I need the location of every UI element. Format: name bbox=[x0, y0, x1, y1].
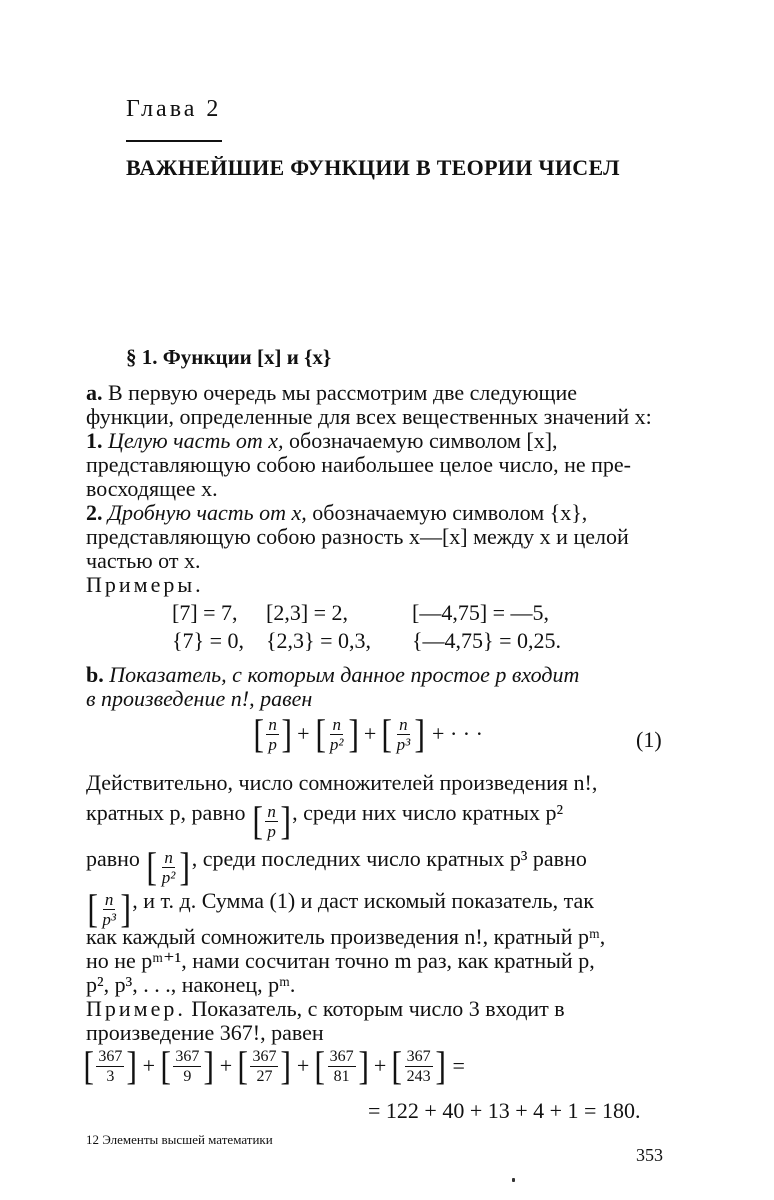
plus-sign: + bbox=[297, 721, 310, 746]
example2-line2: произведение 367!, равен bbox=[86, 1020, 324, 1045]
proof-line7: p², p³, . . ., наконец, pᵐ. bbox=[86, 972, 296, 997]
frac-num: 367 bbox=[252, 1047, 277, 1065]
item1-line3: восходящее x. bbox=[86, 476, 218, 501]
proof-l4-b: , и т. д. Сумма (1) и даст искомый показатель, так bbox=[132, 888, 594, 913]
frac-den: p² bbox=[329, 734, 344, 754]
proof-line1: Действительно, число сомножителей произведения n!, bbox=[86, 770, 598, 795]
example2-text1: Показатель, с которым число 3 входит в bbox=[191, 996, 565, 1021]
para-a-text1: В первую очередь мы рассмотрим две следующие bbox=[108, 380, 577, 405]
examples-heading: Примеры. bbox=[86, 572, 204, 597]
frac-num: 367 bbox=[406, 1047, 431, 1065]
left-bracket: [ bbox=[87, 886, 98, 931]
left-bracket: [ bbox=[252, 798, 263, 843]
item1-rest: обозначаемую символом [x], bbox=[289, 428, 558, 453]
item2-rest: обозначаемую символом {x}, bbox=[312, 500, 588, 525]
plus-sign: + bbox=[142, 1053, 156, 1078]
print-speck bbox=[512, 1178, 515, 1182]
left-bracket: [ bbox=[146, 844, 158, 889]
plus-sign: + bbox=[296, 1053, 310, 1078]
frac-num: n bbox=[104, 889, 114, 909]
proof-line4 bbox=[86, 888, 666, 929]
formula-term-1 bbox=[252, 711, 293, 756]
right-bracket: ] bbox=[120, 886, 131, 931]
frac-den: 9 bbox=[183, 1067, 192, 1085]
frac-den: 81 bbox=[333, 1067, 350, 1085]
example2-line1 bbox=[86, 996, 666, 1022]
formula-tail: + · · · bbox=[432, 721, 483, 746]
left-bracket: [ bbox=[237, 1043, 249, 1088]
example-r2c3: {—4,75} = 0,25. bbox=[412, 628, 562, 653]
formula-term-3 bbox=[380, 711, 426, 756]
inline-frac-p3 bbox=[86, 886, 132, 931]
left-bracket: [ bbox=[83, 1043, 94, 1088]
sum-term-5 bbox=[390, 1043, 447, 1088]
example2-sum bbox=[82, 1043, 465, 1088]
right-bracket: ] bbox=[126, 1043, 138, 1088]
example2-result: = 122 + 40 + 13 + 4 + 1 = 180. bbox=[368, 1098, 641, 1123]
frac-den: p bbox=[267, 821, 276, 841]
proof-l2-b: , среди них число кратных p² bbox=[292, 800, 564, 825]
sum-term-3 bbox=[236, 1043, 293, 1088]
para-a-marker: a. bbox=[86, 380, 103, 405]
proof-l3-a: равно bbox=[86, 846, 140, 871]
left-bracket: [ bbox=[391, 1043, 403, 1088]
left-bracket: [ bbox=[314, 711, 326, 756]
chapter-label: Глава 2 bbox=[126, 96, 222, 122]
example2-label: Пример. bbox=[86, 996, 186, 1021]
left-bracket: [ bbox=[253, 711, 264, 756]
left-bracket: [ bbox=[314, 1043, 326, 1088]
example-r2c2: {2,3} = 0,3, bbox=[266, 628, 372, 653]
right-bracket: ] bbox=[347, 711, 359, 756]
frac-den: 243 bbox=[406, 1067, 431, 1085]
sum-term-2 bbox=[159, 1043, 216, 1088]
inline-frac-p2 bbox=[145, 844, 191, 889]
frac-num: 367 bbox=[175, 1047, 200, 1065]
item1-line2: представляющую собою наибольшее целое число, не пре- bbox=[86, 452, 631, 477]
proof-line2 bbox=[86, 800, 666, 841]
right-bracket: ] bbox=[414, 711, 426, 756]
left-bracket: [ bbox=[381, 711, 393, 756]
item1-line1 bbox=[86, 428, 666, 454]
item2-line1 bbox=[86, 500, 666, 526]
proof-line3 bbox=[86, 846, 666, 887]
item2-term: Дробную часть от x, bbox=[108, 500, 307, 525]
frac-num: n bbox=[268, 714, 277, 734]
frac-num: n bbox=[164, 847, 173, 867]
page-number: 353 bbox=[636, 1145, 663, 1165]
right-bracket: ] bbox=[203, 1043, 215, 1088]
frac-den: p² bbox=[161, 867, 176, 887]
right-bracket: ] bbox=[280, 798, 291, 843]
proof-l2-a: кратных p, равно bbox=[86, 800, 246, 825]
example-r1c2: [2,3] = 2, bbox=[266, 600, 349, 625]
example-r1c3: [—4,75] = —5, bbox=[412, 600, 550, 625]
inline-frac-p bbox=[251, 798, 292, 843]
right-bracket: ] bbox=[179, 844, 191, 889]
right-bracket: ] bbox=[434, 1043, 446, 1088]
proof-l3-b: , среди последних число кратных p³ равно bbox=[191, 846, 587, 871]
item1-marker: 1. bbox=[86, 428, 103, 453]
formula-number: (1) bbox=[636, 727, 662, 752]
frac-den: p³ bbox=[396, 734, 411, 754]
equals-sign: = bbox=[452, 1053, 465, 1078]
right-bracket: ] bbox=[280, 1043, 292, 1088]
left-bracket: [ bbox=[160, 1043, 172, 1088]
formula-1 bbox=[252, 711, 483, 756]
frac-num: n bbox=[399, 714, 408, 734]
frac-num: 367 bbox=[98, 1047, 123, 1065]
formula-term-2 bbox=[314, 711, 360, 756]
proof-line5: как каждый сомножитель произведения n!, кратный pᵐ, bbox=[86, 924, 606, 949]
plus-sign: + bbox=[373, 1053, 387, 1078]
item2-marker: 2. bbox=[86, 500, 103, 525]
example-r2c1: {7} = 0, bbox=[172, 628, 245, 653]
para-b-marker: b. bbox=[86, 662, 104, 687]
sum-term-1 bbox=[82, 1043, 139, 1088]
frac-den: 27 bbox=[256, 1067, 273, 1085]
para-b-line1 bbox=[86, 662, 666, 688]
section-heading: § 1. Функции [x] и {x} bbox=[126, 345, 332, 369]
frac-num: n bbox=[267, 801, 276, 821]
para-a-line1 bbox=[86, 380, 666, 406]
proof-line6: но не pᵐ⁺¹, нами сосчитан точно m раз, как кратный p, bbox=[86, 948, 595, 973]
frac-num: 367 bbox=[329, 1047, 354, 1065]
para-b-line2: в произведение n!, равен bbox=[86, 686, 313, 711]
right-bracket: ] bbox=[357, 1043, 369, 1088]
item1-term: Целую часть от x, bbox=[108, 428, 284, 453]
frac-num: n bbox=[332, 714, 341, 734]
chapter-title: ВАЖНЕЙШИЕ ФУНКЦИИ В ТЕОРИИ ЧИСЕЛ bbox=[126, 155, 620, 180]
frac-den: p bbox=[268, 734, 277, 754]
plus-sign: + bbox=[363, 721, 377, 746]
plus-sign: + bbox=[219, 1053, 233, 1078]
frac-den: p³ bbox=[102, 909, 116, 929]
right-bracket: ] bbox=[281, 711, 292, 756]
sum-term-4 bbox=[313, 1043, 370, 1088]
example-r1c1: [7] = 7, bbox=[172, 600, 238, 625]
frac-den: 3 bbox=[106, 1067, 115, 1085]
para-b-text1: Показатель, с которым данное простое p входит bbox=[109, 662, 580, 687]
para-a-line2: функции, определенные для всех вещественных значений x: bbox=[86, 404, 652, 429]
chapter-rule bbox=[126, 140, 222, 142]
item2-line2: представляющую собою разность x—[x] между x и целой bbox=[86, 524, 629, 549]
item2-line3: частью от x. bbox=[86, 548, 201, 573]
footer-signature: 12 Элементы высшей математики bbox=[86, 1132, 273, 1147]
